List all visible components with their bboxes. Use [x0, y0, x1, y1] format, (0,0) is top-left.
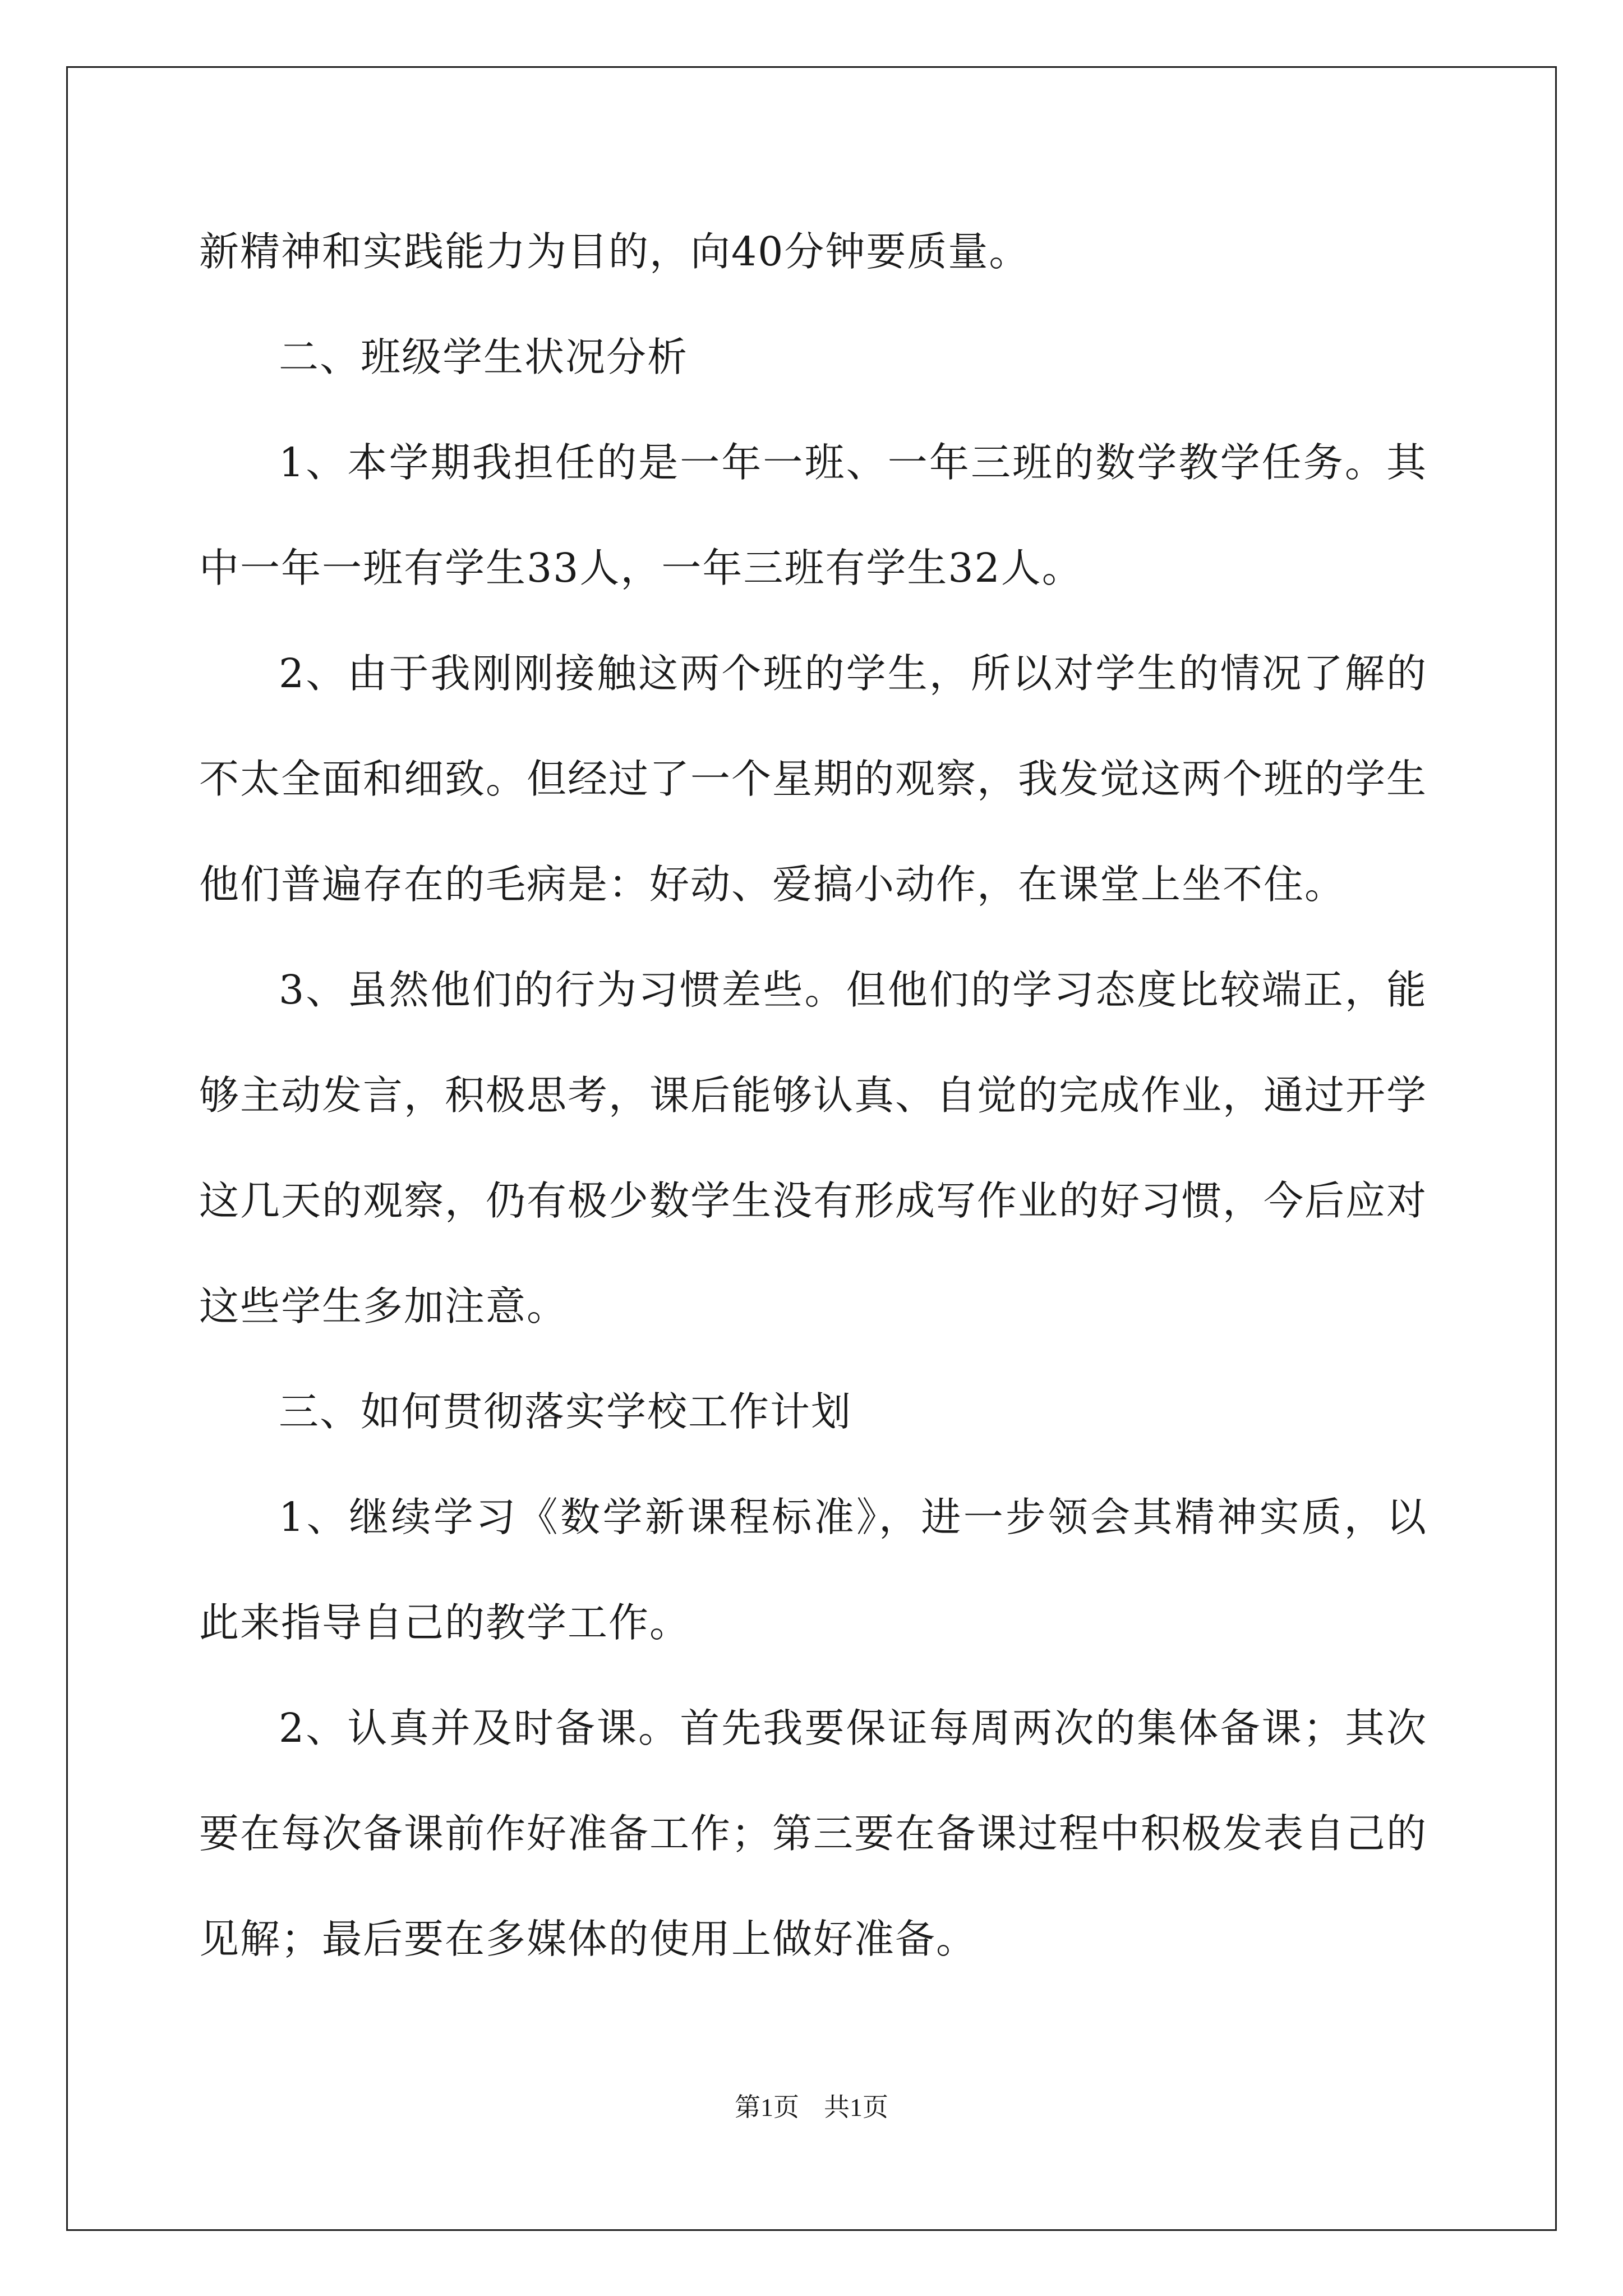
document-body	[199, 199, 1427, 1992]
section-heading: 三、如何贯彻落实学校工作计划	[279, 1388, 852, 1435]
paragraph: 1、继续学习《数学新课程标准》，进一步领会其精神实质，以此来指导自己的教学工作。	[199, 1494, 1427, 1646]
paragraph: 2、认真并及时备课。首先我要保证每周两次的集体备课；其次要在每次备课前作好准备工作；第三要在备课过程中积极发表自己的见解；最后要在多媒体的使用上做好准备。	[199, 1705, 1428, 1962]
section-heading: 二、班级学生状况分析	[279, 334, 689, 380]
paragraph: 2、由于我刚刚接触这两个班的学生，所以对学生的情况了解的不太全面和细致。但经过了一个星期的观察，我发觉这两个班的学生他们普遍存在的毛病是：好动、爱搞小动作，在课堂上坐不住。	[199, 650, 1428, 908]
page-number: 第1页	[735, 2093, 799, 2122]
paragraph: 3、虽然他们的行为习惯差些。但他们的学习态度比较端正，能够主动发言，积极思考，课后能够认真、自觉的完成作业，通过开学这几天的观察，仍有极少数学生没有形成写作业的好习惯，今后应对这些学生多加注意。	[199, 967, 1428, 1329]
page-total: 共1页	[824, 2093, 888, 2122]
paragraph: 新精神和实践能力为目的，向40分钟要质量。	[199, 228, 1030, 275]
paragraph: 1、本学期我担任的是一年一班、一年三班的数学教学任务。其中一年一班有学生33人，一年三班有学生32人。	[199, 439, 1427, 591]
page-footer	[0, 2087, 1623, 2124]
